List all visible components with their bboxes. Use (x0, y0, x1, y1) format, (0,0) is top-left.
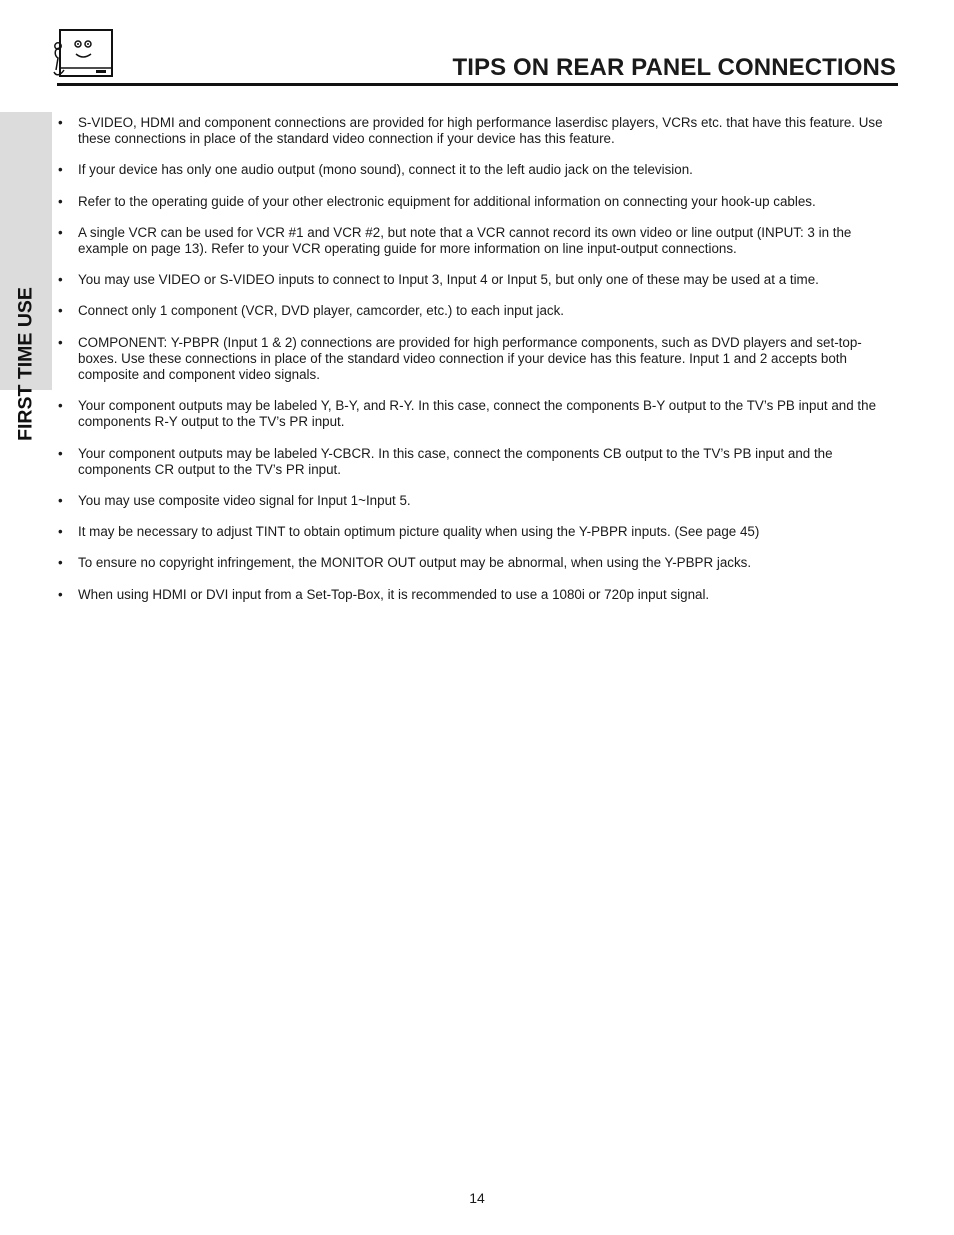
tip-text: If your device has only one audio output (mono sound), connect it to the left audio jack on the television. (78, 162, 693, 178)
list-item (58, 335, 898, 384)
tip-text: Refer to the operating guide of your other electronic equipment for additional information on connecting your hook-up cables. (78, 193, 816, 209)
tip-text: You may use composite video signal for Input 1~Input 5. (78, 493, 411, 509)
list-item (58, 115, 898, 147)
page-title: TIPS ON REAR PANEL CONNECTIONS (452, 54, 896, 81)
list-item (58, 162, 898, 178)
tips-list (58, 115, 898, 618)
section-tab (0, 112, 52, 441)
section-tab-label: FIRST TIME USE (14, 287, 37, 441)
list-item (58, 272, 898, 288)
bullet: • (58, 334, 63, 350)
tip-text: Your component outputs may be labeled Y-CBCR. In this case, connect the components CB output to the TV’s PB input and the components CR output to the TV’s PR input. (78, 445, 833, 477)
list-item (58, 194, 898, 210)
bullet: • (58, 162, 63, 178)
list-item (58, 524, 898, 540)
tip-text: You may use VIDEO or S-VIDEO inputs to connect to Input 3, Input 4 or Input 5, but only one of these may be used at a time. (78, 272, 819, 288)
bullet: • (58, 224, 63, 240)
tip-text: Your component outputs may be labeled Y, B-Y, and R-Y. In this case, connect the components B-Y output to the TV’s PB input and the components R-Y output to the TV’s PR input. (78, 398, 877, 430)
tip-text: It may be necessary to adjust TINT to obtain optimum picture quality when using the Y-PBPR inputs. (See page 45) (78, 524, 760, 540)
tip-text: Connect only 1 component (VCR, DVD player, camcorder, etc.) to each input jack. (78, 303, 565, 319)
list-item (58, 303, 898, 319)
tip-text: A single VCR can be used for VCR #1 and VCR #2, but note that a VCR cannot record its own video or line output (INPUT: 3 in the example on page 13). Refer to your VCR operating guide for more information on line input-output connections. (78, 224, 852, 257)
list-item (58, 587, 898, 603)
bullet: • (58, 493, 63, 509)
tip-text: S-VIDEO, HDMI and component connections are provided for high performance laserdisc players, VCRs etc. that have this feature. Use these connections in place of the standard video connection if your device has this feature. (78, 115, 883, 147)
tip-text: To ensure no copyright infringement, the MONITOR OUT output may be abnormal, when using the Y-PBPR jacks. (78, 555, 752, 571)
bullet: • (58, 586, 63, 602)
tip-text: When using HDMI or DVI input from a Set-Top-Box, it is recommended to use a 1080i or 720p input signal. (78, 586, 710, 602)
tip-text: COMPONENT: Y-PBPR (Input 1 & 2) connections are provided for high performance components, such as DVD players and set-top-boxes. Use these connections in place of the standard video connection if your device has this feature. Input 1 and 2 accepts both composite and component video signals. (78, 334, 862, 383)
tv-mascot-icon (52, 26, 114, 80)
list-item (58, 398, 898, 430)
bullet: • (58, 445, 63, 461)
list-item (58, 555, 898, 571)
bullet: • (58, 303, 63, 319)
page-number: 14 (469, 1190, 485, 1206)
bullet: • (58, 272, 63, 288)
header-rule (57, 83, 898, 86)
bullet: • (58, 193, 63, 209)
list-item (58, 225, 898, 257)
list-item (58, 446, 898, 478)
list-item (58, 493, 898, 509)
bullet: • (58, 398, 63, 414)
bullet: • (58, 555, 63, 571)
bullet: • (58, 115, 63, 130)
bullet: • (58, 524, 63, 540)
